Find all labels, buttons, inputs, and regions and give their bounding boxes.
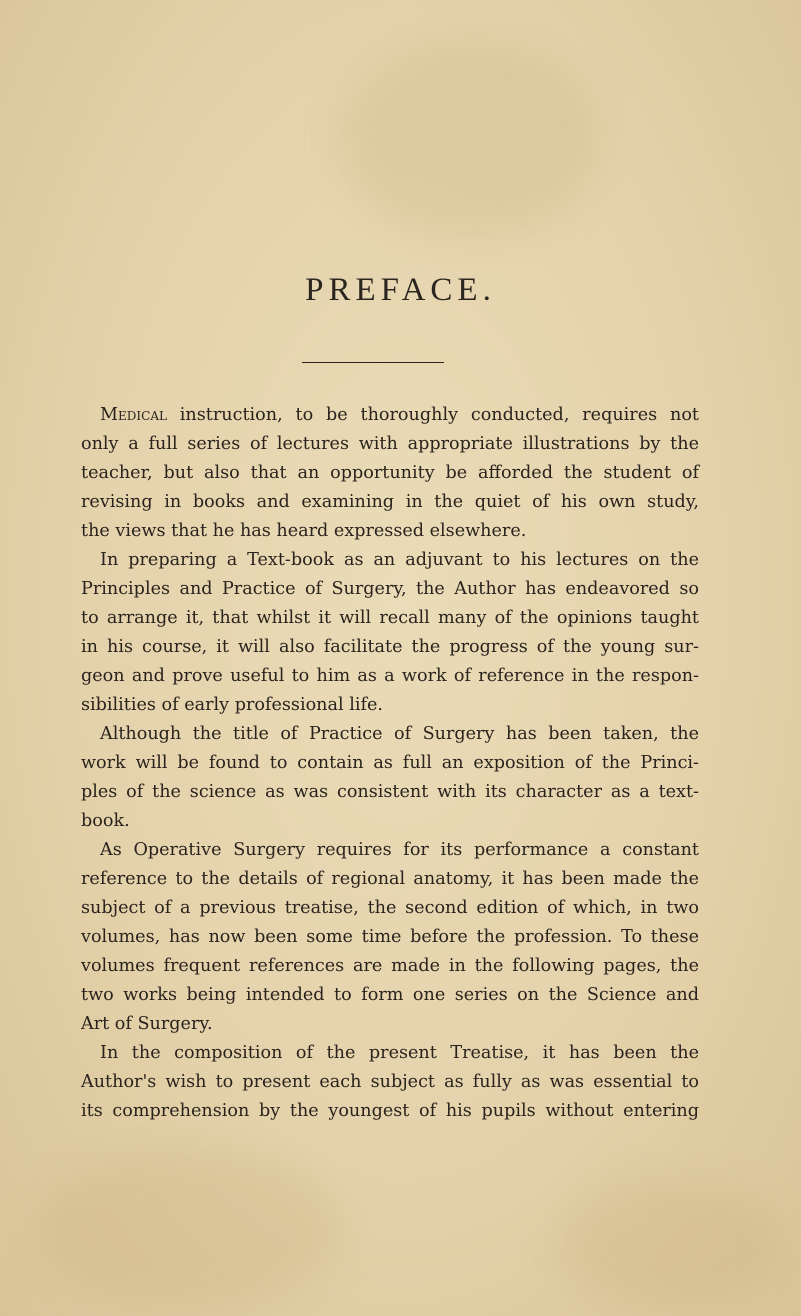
line-text: sibilities of early professional life. <box>81 695 383 715</box>
line-text: volumes, has now been some time before the profession. To these <box>81 927 699 947</box>
line-text: In preparing a Text-book as an adjuvant to his lectures on the <box>100 550 699 570</box>
line-text: revising in books and examining in the quiet of his own study, <box>81 492 699 512</box>
line-text: the views that he has heard expressed elsewhere. <box>81 521 527 541</box>
text-line <box>81 575 699 604</box>
page-title: PREFACE. <box>305 272 496 308</box>
text-line <box>81 923 699 952</box>
line-text: only a full series of lectures with appropriate illustrations by the <box>81 434 699 454</box>
text-line <box>81 894 699 923</box>
text-line <box>81 749 699 778</box>
text-line <box>81 633 699 662</box>
line-text: teacher, but also that an opportunity be afforded the student of <box>81 463 699 483</box>
line-text: geon and prove useful to him as a work of reference in the respon- <box>81 666 699 686</box>
text-line <box>81 1068 699 1097</box>
line-text: reference to the details of regional anatomy, it has been made the <box>81 869 699 889</box>
text-line <box>81 662 699 691</box>
text-line <box>81 865 699 894</box>
text-line <box>81 401 699 430</box>
text-line <box>81 836 699 865</box>
line-text: book. <box>81 811 130 831</box>
line-text: Author's wish to present each subject as fully as was essential to <box>81 1072 699 1092</box>
text-line <box>81 430 699 459</box>
line-text: subject of a previous treatise, the second edition of which, in two <box>81 898 699 918</box>
text-line <box>81 1039 699 1068</box>
lead-word: Medical <box>100 405 167 425</box>
text-line <box>81 604 699 633</box>
preface-body <box>81 401 699 1126</box>
line-text: Principles and Practice of Surgery, the Author has endeavored so <box>81 579 699 599</box>
line-text: its comprehension by the youngest of his pupils without entering <box>81 1101 699 1121</box>
paper-stain <box>340 40 600 240</box>
text-line <box>81 807 699 836</box>
line-text: to arrange it, that whilst it will recall many of the opinions taught <box>81 608 699 628</box>
line-text: Although the title of Practice of Surgery has been taken, the <box>100 724 699 744</box>
text-line <box>81 691 699 720</box>
text-line <box>81 778 699 807</box>
line-text: Art of Surgery. <box>81 1014 213 1034</box>
text-line <box>81 459 699 488</box>
line-text: in his course, it will also facilitate the progress of the young sur- <box>81 637 699 657</box>
line-text: ples of the science as was consistent with its character as a text- <box>81 782 699 802</box>
text-line <box>81 952 699 981</box>
text-line <box>81 981 699 1010</box>
text-line <box>81 1010 699 1039</box>
line-text: work will be found to contain as full an exposition of the Princi- <box>81 753 699 773</box>
text-line <box>81 488 699 517</box>
text-line <box>81 720 699 749</box>
text-line <box>81 517 699 546</box>
line-text: instruction, to be thoroughly conducted, requires not <box>166 405 699 425</box>
line-text: In the composition of the present Treatise, it has been the <box>100 1043 699 1063</box>
paper-stain <box>560 1180 780 1310</box>
title-divider <box>302 362 444 363</box>
paper-stain <box>40 1150 340 1310</box>
line-text: volumes frequent references are made in the following pages, the <box>81 956 699 976</box>
line-text: two works being intended to form one series on the Science and <box>81 985 699 1005</box>
text-line <box>81 546 699 575</box>
line-text: As Operative Surgery requires for its performance a constant <box>100 840 699 860</box>
text-line <box>81 1097 699 1126</box>
